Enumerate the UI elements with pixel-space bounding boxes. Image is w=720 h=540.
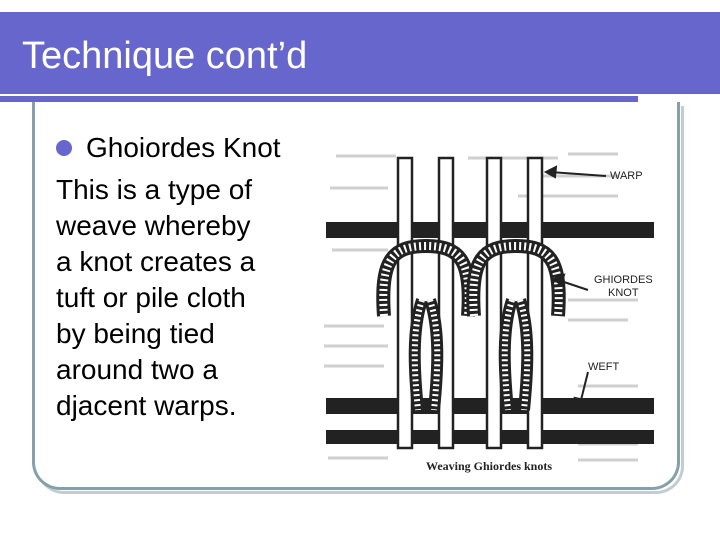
background-print-texture <box>324 154 638 460</box>
body-line: This is a type of <box>56 174 253 205</box>
body-line: by being tied <box>56 318 215 349</box>
warp-label: WARP <box>610 170 643 182</box>
body-line: tuft or pile cloth <box>56 282 246 313</box>
weft-label: WEFT <box>588 361 620 373</box>
warp-thread <box>398 158 412 448</box>
warp-thread <box>487 158 501 448</box>
body-line: weave whereby <box>56 210 251 241</box>
body-line: a knot creates a <box>56 246 256 277</box>
ghiordes-knot <box>383 246 468 410</box>
bullet-item <box>56 130 281 166</box>
knot-label-line2: KNOT <box>608 287 639 299</box>
bullet-heading: Ghoiordes Knot <box>86 132 281 163</box>
warp-thread <box>439 158 453 448</box>
figure-caption: Weaving Ghiordes knots <box>425 459 553 473</box>
body-line: around two a <box>56 354 218 385</box>
bullet-icon <box>56 140 72 156</box>
body-line: djacent warps. <box>56 390 237 421</box>
body-paragraph <box>56 172 326 424</box>
knot-label-line1: GHIORDES <box>594 274 653 286</box>
ghiordes-knot-diagram <box>318 140 660 476</box>
slide-title: Technique cont’d <box>22 35 308 77</box>
